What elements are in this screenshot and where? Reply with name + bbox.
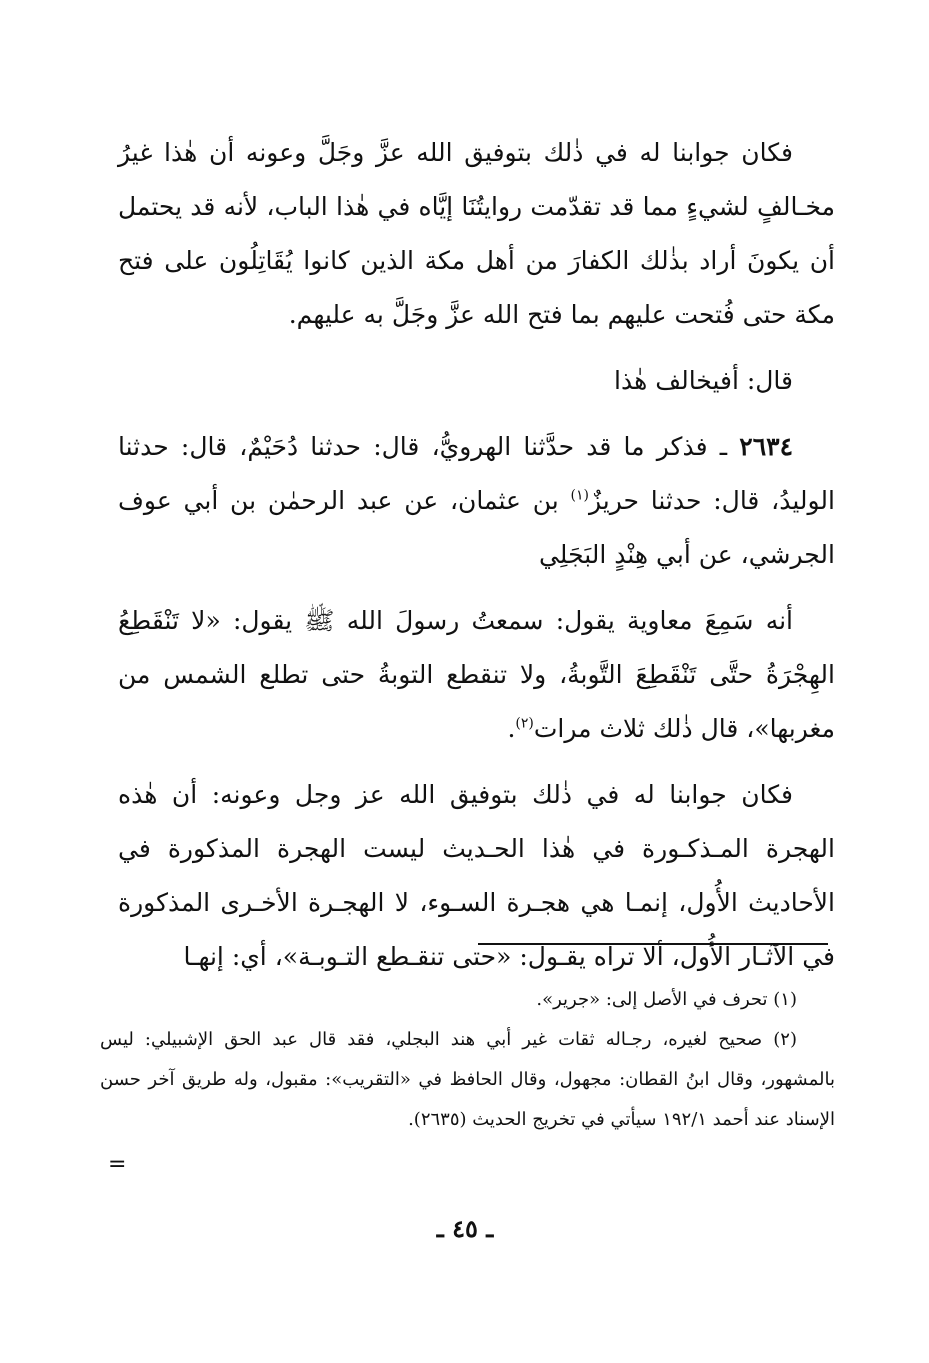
main-text	[118, 126, 835, 996]
footnote-divider	[478, 943, 828, 945]
paragraph-text: فكان جوابنا له في ذٰلك بتوفيق الله عزَّ وجَلَّ وعونه أن هٰذا غيرُ مخـالفٍ لشيءٍ مما قد تقدّمت روايتُنَا إيَّاه في هٰذا الباب، لأنه قد يحتمل أن يكونَ أراد بذٰلك الكفارَ من أهل مكة الذين كانوا يُقَاتِلُون على فتح مكة حتى فُتحت عليهم بما فتح الله عزَّ وجَلَّ به عليهم.	[118, 138, 835, 329]
paragraph-text: فكان جوابنا له في ذٰلك بتوفيق الله عز وجل وعونه: أن هٰذه الهجرة المـذكـورة في هٰذا الحـديث ليست الهجرة المذكورة في الأحاديث الأُول، إنمـا هي هجـرة السـوء، لا الهجـرة الأخـرى المذكورة في الآثـار الأُول، ألا تراه يقـول: «حتى تنقـطع التـوبـة»، أي: إنهـا	[118, 780, 835, 971]
hadith-number: ٢٦٣٤	[739, 432, 793, 461]
footnote-ref-1: (١)	[570, 487, 589, 504]
paragraph-text: ـ فذكر ما قد حدَّثنا الهرويُّ، قال: حدثنا دُحَيْمٌ، قال: حدثنا الوليدُ، قال: حدثنا حريزٌ	[118, 432, 835, 515]
continuation-mark: =	[108, 1152, 127, 1177]
paragraph-text: .	[507, 714, 516, 743]
paragraph-answer-1	[118, 126, 835, 342]
paragraph-text: بن عثمان، عن عبد الرحمٰن بن أبي عوف الجرشي، عن أبي هِنْدٍ البَجَلِي	[118, 486, 835, 569]
paragraph-text: أنه سَمِعَ معاوية يقول: سمعتُ رسولَ الله ﷺ يقول: «لا تَنْقَطِعُ الهِجْرَةُ حتَّى تَنْقَطِعَ التَّوبةُ، ولا تنقطع التوبةُ حتى تطلع الشمس من مغربها»، قال ذٰلك ثلاث مرات	[118, 606, 835, 743]
page-number: ـ ٤٥ ـ	[436, 1214, 494, 1243]
paragraph-hadith-chain	[118, 420, 835, 582]
paragraph-text: قال: أفيخالف هٰذا	[614, 366, 793, 395]
footnote-2: (٢) صحيح لغيره، رجـاله ثقات غير أبي هند البجلي، فقد قال عبد الحق الإشبيلي: ليس بالمشهور، وقال ابنُ القطان: مجهول، وقال الحافظ في «التقريب»: مقبول، وله طريق آخر حسن الإسناد عند أحمد ١٩٢/١ سيأتي في تخريج الحديث (٢٦٣٥).	[100, 1029, 835, 1130]
footnotes	[100, 980, 835, 1140]
paragraph-answer-2	[118, 768, 835, 984]
paragraph-hadith-matn	[118, 594, 835, 756]
footnote-1: (١) تحرف في الأصل إلى: «جرير».	[536, 989, 797, 1010]
paragraph-question	[118, 354, 835, 408]
footnote-ref-2: (٢)	[515, 715, 534, 732]
